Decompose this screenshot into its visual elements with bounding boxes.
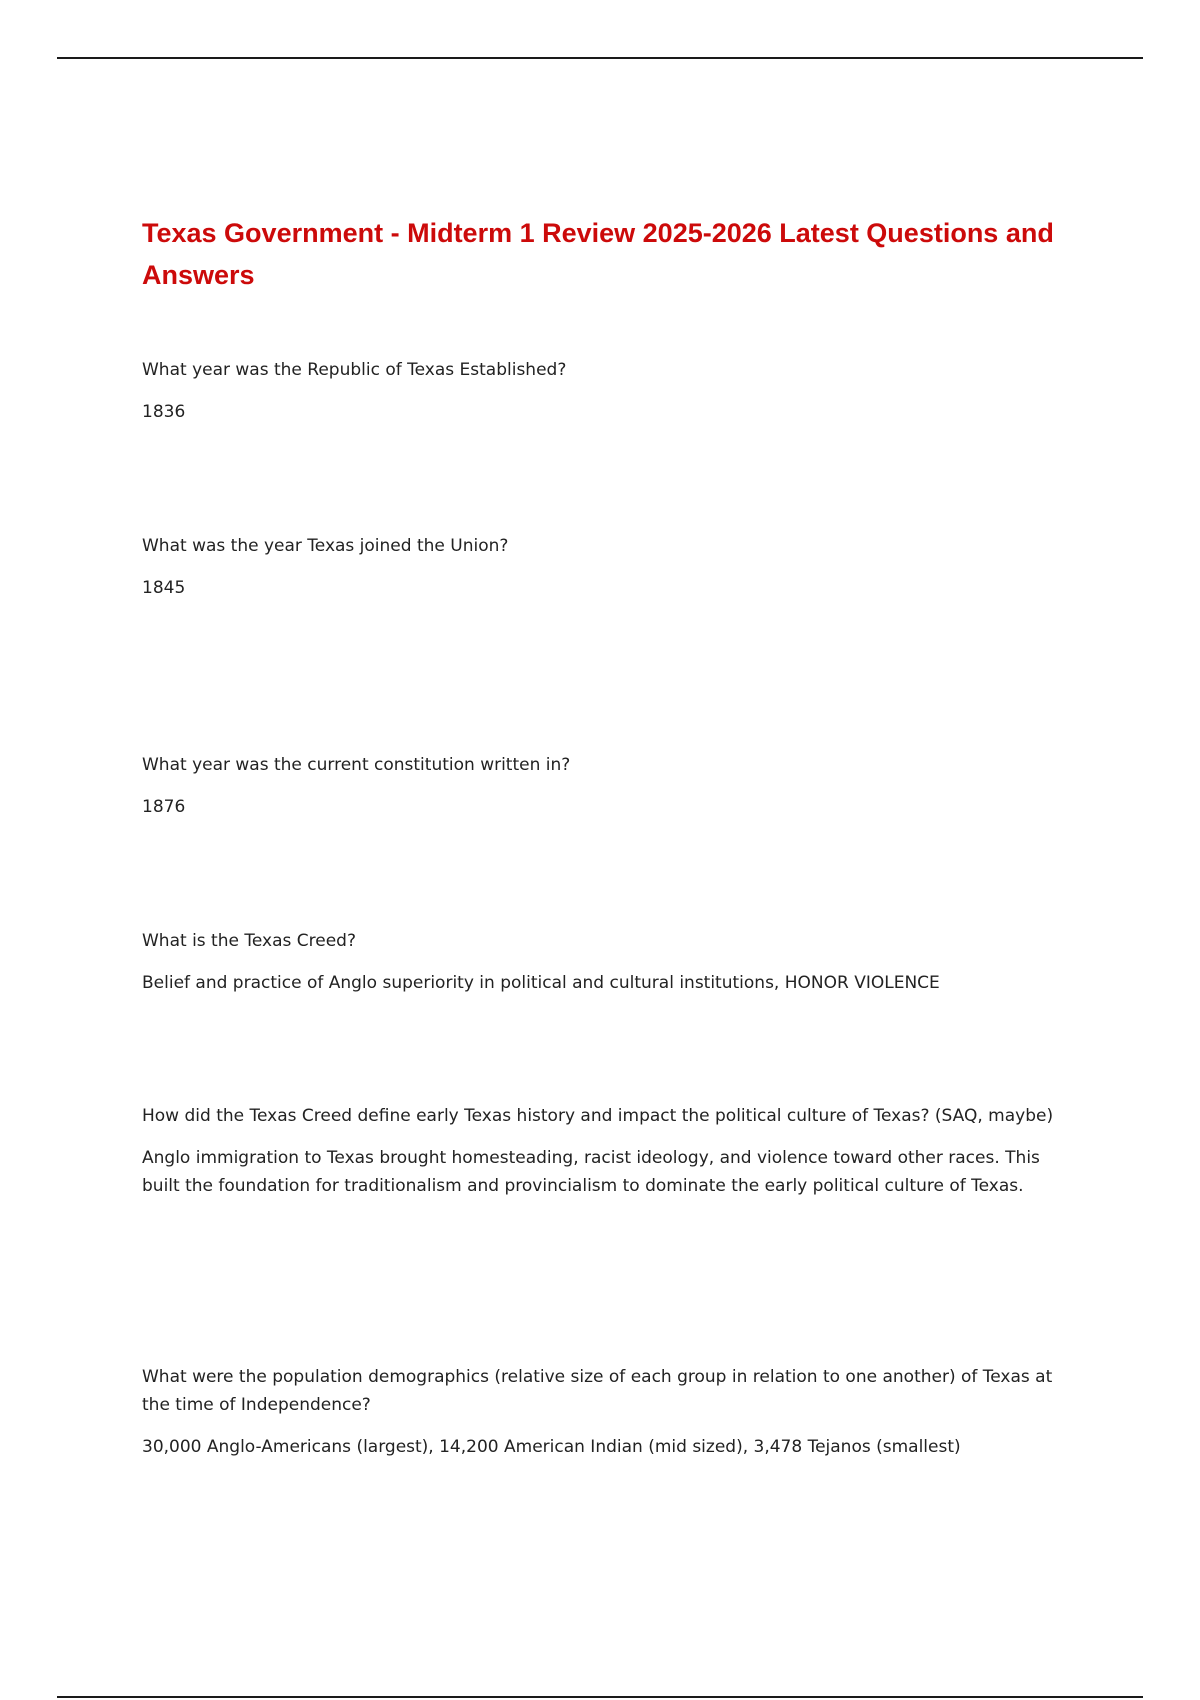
question-1: What year was the Republic of Texas Established? [142,360,567,380]
document-title: Texas Government - Midterm 1 Review 2025-2026 Latest Questions and Answers [142,218,1054,290]
qa-item-3 [142,751,1072,821]
answer-5: Anglo immigration to Texas brought homesteading, racist ideology, and violence toward other races. This built the foundation for traditionalism and provincialism to dominate the early political culture of Texas. [142,1148,1040,1196]
question-3: What year was the current constitution written in? [142,755,571,775]
qa-item-1 [142,356,1072,426]
question-6: What were the population demographics (relative size of each group in relation to one another) of Texas at the time of Independence? [142,1367,1053,1415]
qa-item-4 [142,927,1072,997]
answer-2: 1845 [142,578,186,598]
footer-rule [57,1696,1143,1698]
answer-1: 1836 [142,402,186,422]
answer-6: 30,000 Anglo-Americans (largest), 14,200 American Indian (mid sized), 3,478 Tejanos (smallest) [142,1437,961,1457]
answer-4: Belief and practice of Anglo superiority in political and cultural institutions, HONOR VIOLENCE [142,973,940,993]
header-rule [57,57,1143,59]
question-2: What was the year Texas joined the Union? [142,536,509,556]
qa-item-5 [142,1102,1072,1200]
answer-3: 1876 [142,797,186,817]
question-4: What is the Texas Creed? [142,931,356,951]
question-5: How did the Texas Creed define early Texas history and impact the political culture of Texas? (SAQ, maybe) [142,1106,1054,1126]
qa-item-2 [142,532,1072,602]
qa-item-6 [142,1363,1072,1461]
